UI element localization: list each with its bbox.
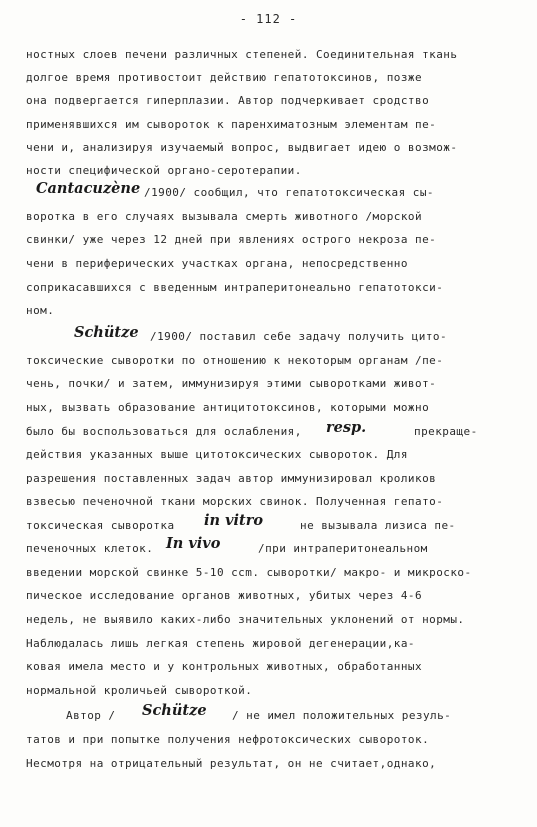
text-line: применявшихся им сывороток к паренхиматозным элементам пе- xyxy=(26,118,437,131)
text-line: токсические сыворотки по отношению к некоторым органам /пе- xyxy=(26,354,444,367)
text-line: соприкасавшихся с введенным интраперитонеально гепатотокси- xyxy=(26,281,444,294)
text-line: токсическая сыворотка xyxy=(26,519,175,532)
text-line: она подвергается гиперплазии. Автор подчеркивает сродство xyxy=(26,94,430,107)
handwritten-in-vivo: In vivo xyxy=(166,535,221,552)
text-line: нормальной кроличьей сывороткой. xyxy=(26,684,253,697)
text-line: /при интраперитонеальном xyxy=(258,542,428,555)
text-line: /1900/ сообщил, что гепатотоксическая сы- xyxy=(144,186,434,199)
text-line: воротка в его случаях вызывала смерть животного /морской xyxy=(26,210,423,223)
handwritten-resp: resp. xyxy=(326,419,367,436)
page-number: - 112 - xyxy=(239,12,298,26)
text-line: разрешения поставленных задач автор иммунизировал кроликов xyxy=(26,472,437,485)
text-line: чени в периферических участках органа, непосредственно xyxy=(26,257,408,270)
text-line: не вызывала лизиса пе- xyxy=(300,519,456,532)
text-line: ных, вызвать образование антицитотоксинов, которыми можно xyxy=(26,401,430,414)
text-line: было бы воспользоваться для ослабления, xyxy=(26,425,302,438)
text-line: Наблюдалась лишь легкая степень жировой дегенерации,ка- xyxy=(26,637,415,650)
text-line: Несмотря на отрицательный результат, он не считает,однако, xyxy=(26,757,437,770)
handwritten-author-schutze-2: Schütze xyxy=(142,702,207,719)
handwritten-author-cantacuzene: Cantacuzène xyxy=(36,180,141,197)
handwritten-author-schutze: Schütze xyxy=(74,324,139,341)
text-line: чень, почки/ и затем, иммунизируя этими сыворотками живот- xyxy=(26,377,437,390)
text-line: ности специфической органо-серотерапии. xyxy=(26,164,302,177)
text-line: ковая имела место и у контрольных животных, обработанных xyxy=(26,660,423,673)
text-line: введении морской свинке 5-10 ccm. сыворотки/ макро- и микроско- xyxy=(26,566,472,579)
text-line: свинки/ уже через 12 дней при явлениях острого некроза пе- xyxy=(26,233,437,246)
text-line: прекраще- xyxy=(414,425,478,438)
text-line: / не имел положительных резуль- xyxy=(232,709,452,722)
text-line: действия указанных выше цитотоксических сывороток. Для xyxy=(26,448,408,461)
text-line: ном. xyxy=(26,304,55,317)
text-line: печеночных клеток. xyxy=(26,542,154,555)
text-line: татов и при попытке получения нефротоксических сывороток. xyxy=(26,733,430,746)
text-line: недель, не выявило каких-либо значительных уклонений от нормы. xyxy=(26,613,465,626)
text-line: пическое исследование органов животных, убитых через 4-6 xyxy=(26,589,423,602)
text-line: долгое время противостоит действию гепатотоксинов, позже xyxy=(26,71,423,84)
handwritten-in-vitro: in vitro xyxy=(204,512,264,529)
text-line: взвесью печеночной ткани морских свинок. Полученная гепато- xyxy=(26,495,444,508)
text-line: ностных слоев печени различных степеней. Соединительная ткань xyxy=(26,48,458,61)
text-line: чени и, анализируя изучаемый вопрос, выдвигает идею о возмож- xyxy=(26,141,458,154)
text-line: /1900/ поставил себе задачу получить цито- xyxy=(150,330,448,343)
text-line: Автор / xyxy=(66,709,116,722)
